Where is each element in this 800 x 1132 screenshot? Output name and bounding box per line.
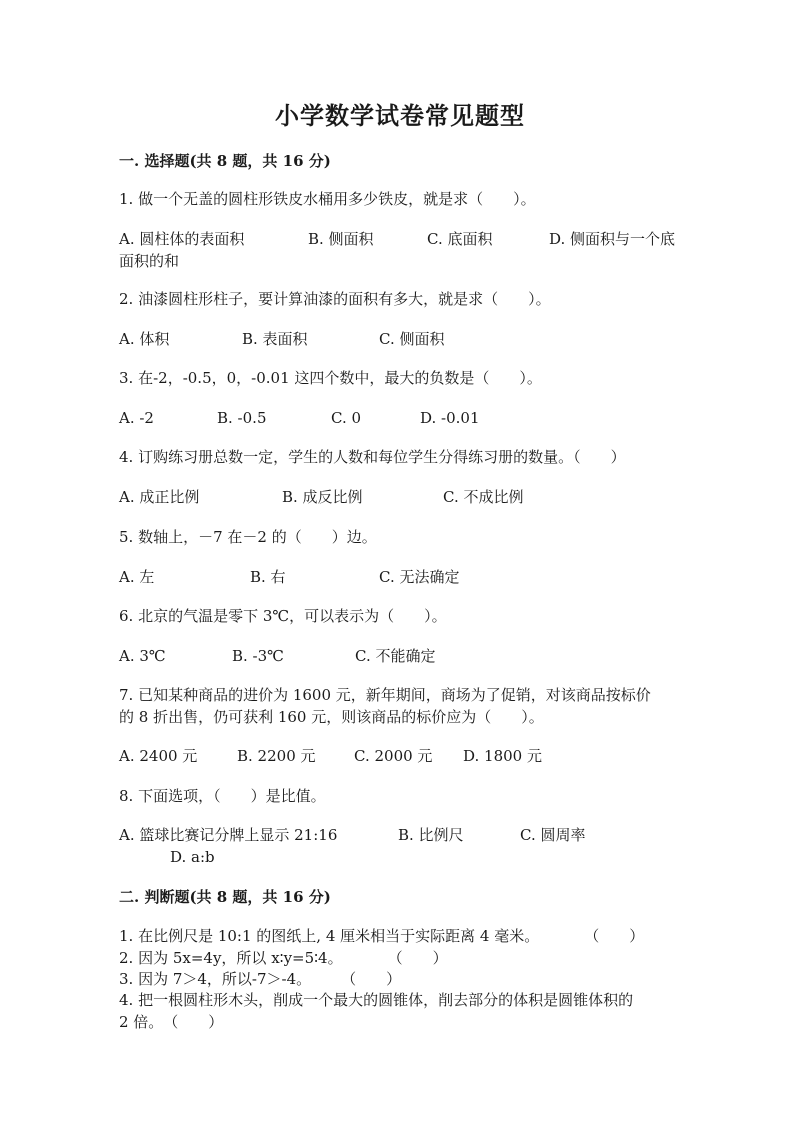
q3-option-c: C. 0 [331, 409, 362, 427]
q1-option-b: B. 侧面积 [308, 230, 374, 248]
q4-option-b: B. 成反比例 [282, 488, 363, 506]
tf-question-1: 1. 在比例尺是 10:1 的图纸上, 4 厘米相当于实际距离 4 毫米。 （ ） [119, 927, 645, 945]
q5-option-c: C. 无法确定 [379, 568, 460, 586]
tf-question-4-continuation: 2 倍。 （ ） [119, 1013, 224, 1031]
question-7-stem: 7. 已知某种商品的进价为 1600 元，新年期间，商场为了促销，对该商品按标价 [119, 686, 651, 704]
q4-option-a: A. 成正比例 [119, 488, 200, 506]
question-5-stem: 5. 数轴上，－7 在－2 的（ ）边。 [119, 528, 377, 546]
q1-option-c: C. 底面积 [427, 230, 493, 248]
q2-option-c: C. 侧面积 [379, 330, 445, 348]
question-4-stem: 4. 订购练习册总数一定，学生的人数和每位学生分得练习册的数量。（ ） [119, 448, 626, 466]
tf-question-2: 2. 因为 5x=4y，所以 x∶y=5∶4。 （ ） [119, 949, 448, 967]
q2-option-a: A. 体积 [119, 330, 170, 348]
question-2-stem: 2. 油漆圆柱形柱子，要计算油漆的面积有多大，就是求（ ）。 [119, 290, 551, 308]
q1-option-d-continuation: 面积的和 [119, 252, 180, 270]
q3-option-a: A. -2 [119, 409, 154, 427]
page-title: 小学数学试卷常见题型 [275, 101, 525, 130]
q7-option-c: C. 2000 元 [354, 747, 433, 765]
q1-option-a: A. 圆柱体的表面积 [119, 230, 245, 248]
question-1-stem: 1. 做一个无盖的圆柱形铁皮水桶用多少铁皮，就是求（ ）。 [119, 190, 536, 208]
question-3-stem: 3. 在-2，-0.5，0，-0.01 这四个数中，最大的负数是（ ）。 [119, 369, 542, 387]
section-heading-true-false: 二. 判断题(共 8 题，共 16 分) [119, 888, 331, 906]
question-7-stem-continuation: 的 8 折出售，仍可获利 160 元，则该商品的标价应为（ ）。 [119, 708, 544, 726]
q8-option-b: B. 比例尺 [398, 826, 464, 844]
q6-option-b: B. -3℃ [232, 647, 284, 665]
q8-option-d: D. a:b [170, 848, 215, 866]
q5-option-b: B. 右 [250, 568, 286, 586]
q6-option-a: A. 3℃ [119, 647, 166, 665]
q6-option-c: C. 不能确定 [355, 647, 436, 665]
q8-option-a: A. 篮球比赛记分牌上显示 21:16 [119, 826, 338, 844]
q7-option-b: B. 2200 元 [237, 747, 316, 765]
question-8-stem: 8. 下面选项，（ ）是比值。 [119, 787, 326, 805]
q5-option-a: A. 左 [119, 568, 155, 586]
q2-option-b: B. 表面积 [242, 330, 308, 348]
q3-option-d: D. -0.01 [420, 409, 480, 427]
tf-question-4: 4. 把一根圆柱形木头，削成一个最大的圆锥体，削去部分的体积是圆锥体积的 [119, 991, 634, 1009]
q8-option-c: C. 圆周率 [520, 826, 586, 844]
question-6-stem: 6. 北京的气温是零下 3℃，可以表示为（ ）。 [119, 607, 447, 625]
q7-option-d: D. 1800 元 [463, 747, 542, 765]
tf-question-3: 3. 因为 7＞4，所以-7＞-4。 （ ） [119, 970, 402, 988]
section-heading-choice: 一. 选择题(共 8 题，共 16 分) [119, 152, 331, 170]
q4-option-c: C. 不成比例 [443, 488, 524, 506]
q3-option-b: B. -0.5 [217, 409, 267, 427]
q1-option-d: D. 侧面积与一个底 [549, 230, 676, 248]
q7-option-a: A. 2400 元 [119, 747, 198, 765]
